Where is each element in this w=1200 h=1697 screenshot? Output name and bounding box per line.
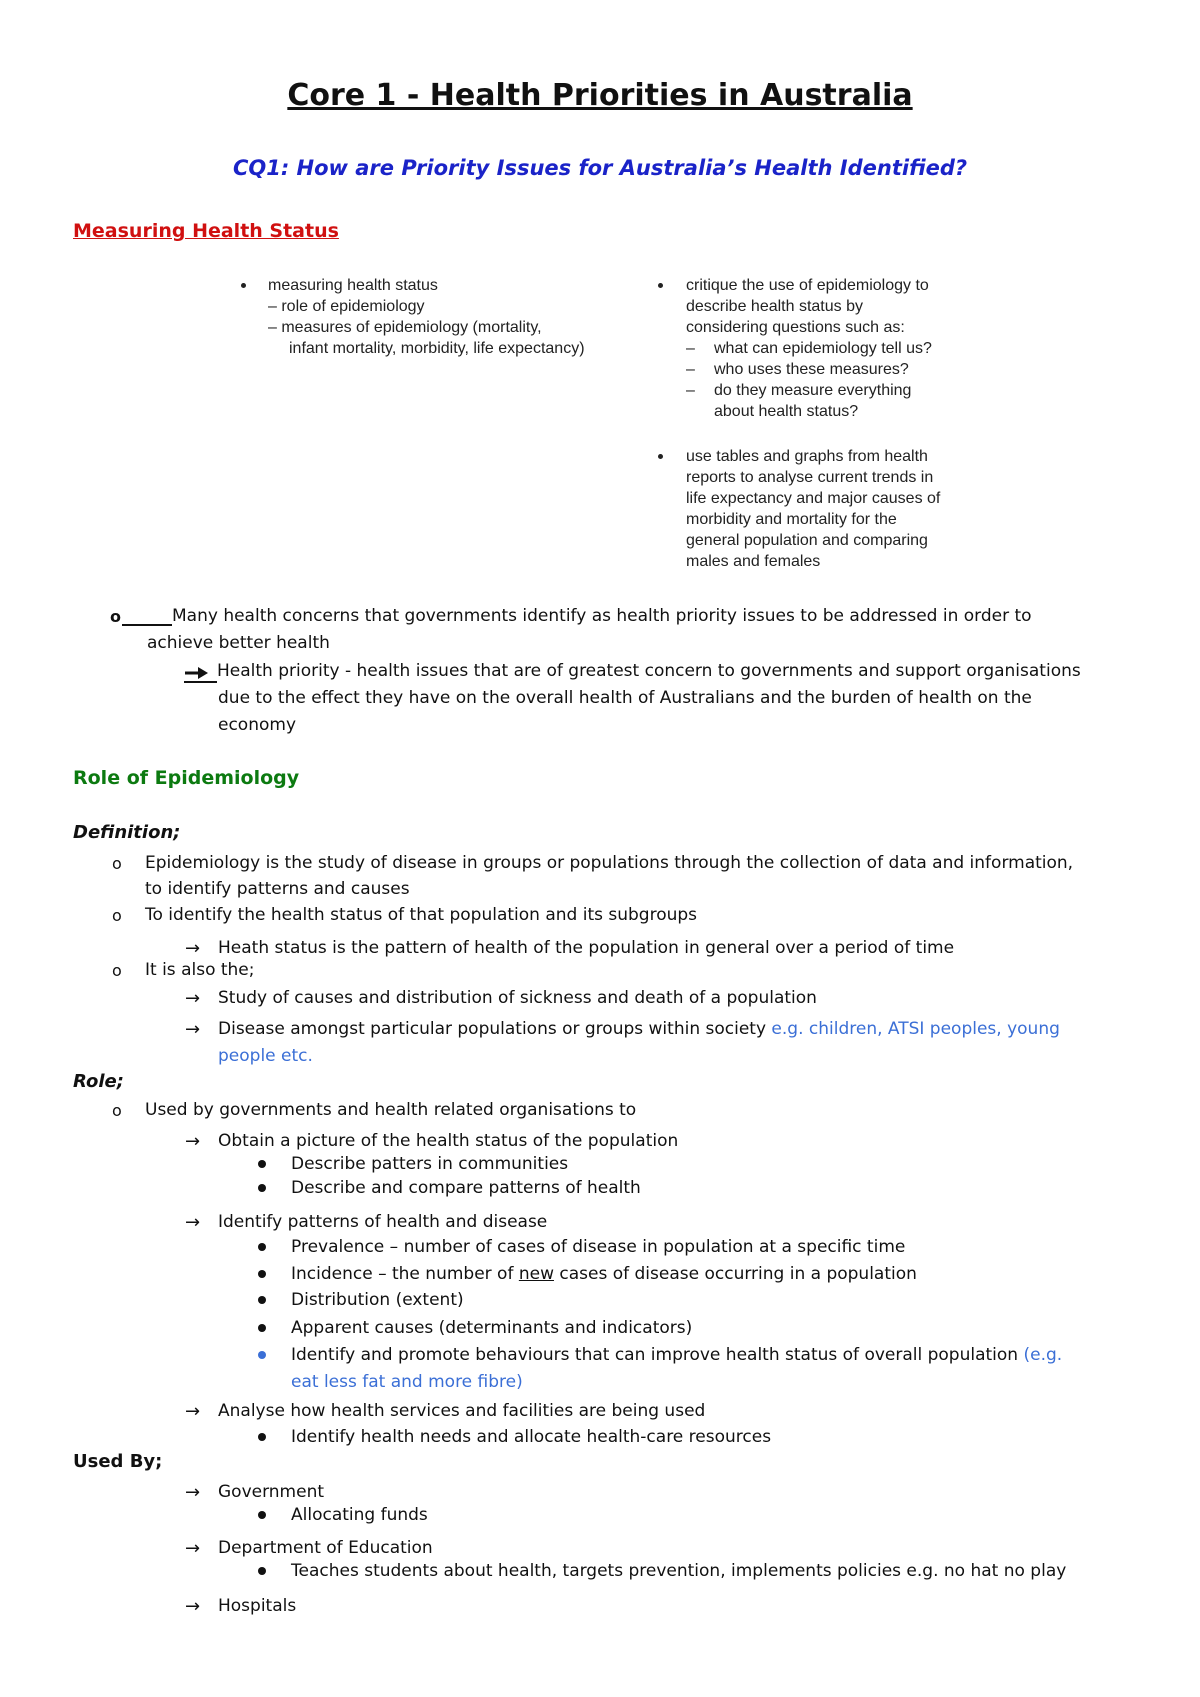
role-text: Obtain a picture of the health status of the population: [218, 1131, 679, 1151]
underline-rule: [184, 681, 217, 683]
priority-text: Health priority - health issues that are of greatest concern to governments and support organisations: [217, 661, 1081, 681]
syllabus-text: what can epidemiology tell us?: [714, 340, 932, 357]
section-heading-epidemiology: Role of Epidemiology: [73, 767, 300, 789]
role-text: Identify health needs and allocate health-care resources: [291, 1427, 772, 1447]
syllabus-text: – role of epidemiology: [268, 298, 425, 315]
role-heading: Role;: [73, 1071, 124, 1092]
arrow-right-icon: →: [185, 988, 201, 1009]
arrow-right-icon: →: [185, 938, 201, 959]
bullet-dot-icon: [258, 1270, 266, 1278]
syllabus-text: use tables and graphs from health: [686, 448, 928, 465]
bullet-dot-icon: [258, 1567, 266, 1575]
syllabus-text: infant mortality, morbidity, life expectancy): [289, 340, 585, 357]
bullet-dot-icon: [258, 1511, 266, 1519]
syllabus-dash: –: [686, 382, 695, 399]
arrow-right-icon: →: [185, 1401, 201, 1422]
syllabus-text: morbidity and mortality for the: [686, 511, 897, 528]
definition-text: It is also the;: [145, 960, 255, 980]
intro-text: achieve better health: [147, 633, 330, 653]
bullet-dot-icon: [258, 1160, 266, 1168]
definition-text: to identify patterns and causes: [145, 879, 410, 899]
underline-rule: [122, 624, 172, 626]
role-text: Prevalence – number of cases of disease in population at a specific time: [291, 1237, 906, 1257]
syllabus-bullet-icon: [658, 454, 663, 459]
bullet-dot-icon: [258, 1351, 266, 1359]
syllabus-text: – measures of epidemiology (mortality,: [268, 319, 542, 336]
definition-heading: Definition;: [73, 822, 181, 843]
bullet-o-icon: o: [110, 607, 121, 626]
role-text: Describe and compare patterns of health: [291, 1178, 641, 1198]
syllabus-text: measuring health status: [268, 277, 438, 294]
syllabus-text: reports to analyse current trends in: [686, 469, 934, 486]
syllabus-dash: –: [686, 361, 695, 378]
focus-question: CQ1: How are Priority Issues for Australia’s Health Identified?: [232, 156, 968, 180]
used-by-text: Department of Education: [218, 1538, 433, 1558]
syllabus-bullet-icon: [658, 283, 663, 288]
syllabus-text: about health status?: [714, 403, 859, 420]
used-by-heading: Used By;: [73, 1451, 163, 1472]
syllabus-text: life expectancy and major causes of: [686, 490, 941, 507]
emphasis-text: new: [518, 1264, 554, 1284]
role-text: Used by governments and health related organisations to: [145, 1100, 637, 1120]
role-text: Incidence – the number of: [291, 1264, 519, 1284]
role-text: [291, 1261, 917, 1288]
bullet-o-icon: o: [112, 1101, 122, 1120]
role-text: Describe patters in communities: [291, 1154, 569, 1174]
used-by-text: Government: [218, 1482, 325, 1502]
bullet-dot-icon: [258, 1296, 266, 1304]
definition-text: Heath status is the pattern of health of the population in general over a period of time: [218, 938, 955, 958]
bullet-o-icon: o: [112, 854, 122, 873]
definition-text: [218, 1016, 1060, 1043]
role-text: cases of disease occurring in a population: [553, 1264, 917, 1284]
bullet-dot-icon: [258, 1324, 266, 1332]
example-text: people etc.: [218, 1046, 313, 1066]
syllabus-text: critique the use of epidemiology to: [686, 277, 929, 294]
page-title: Core 1 - Health Priorities in Australia: [287, 78, 913, 113]
syllabus-text: do they measure everything: [714, 382, 912, 399]
arrow-right-icon: →: [185, 1212, 201, 1233]
definition-text: Study of causes and distribution of sickness and death of a population: [218, 988, 817, 1008]
bullet-o-icon: o: [112, 961, 122, 980]
role-text: Analyse how health services and facilities are being used: [218, 1401, 706, 1421]
arrow-right-icon: →: [185, 1131, 201, 1152]
bullet-dot-icon: [258, 1433, 266, 1441]
arrow-right-icon: →: [185, 1482, 201, 1503]
role-text: Identify and promote behaviours that can improve health status of overall population: [291, 1345, 1024, 1365]
role-text: Apparent causes (determinants and indicators): [291, 1318, 693, 1338]
used-by-text: Teaches students about health, targets prevention, implements policies e.g. no hat no play: [291, 1561, 1067, 1581]
used-by-text: Hospitals: [218, 1596, 297, 1616]
example-text: eat less fat and more fibre): [291, 1372, 523, 1392]
syllabus-bullet-icon: [241, 283, 246, 288]
example-text: (e.g.: [1023, 1345, 1063, 1365]
syllabus-text: considering questions such as:: [686, 319, 905, 336]
example-text: e.g. children, ATSI peoples, young: [771, 1019, 1060, 1039]
definition-text: Disease amongst particular populations or groups within society: [218, 1019, 772, 1039]
definition-text: To identify the health status of that population and its subgroups: [145, 905, 698, 925]
arrow-right-icon: →: [185, 1596, 201, 1617]
role-text: [291, 1342, 1062, 1369]
syllabus-dash: –: [686, 340, 695, 357]
definition-text: Epidemiology is the study of disease in groups or populations through the collection of data and information,: [145, 853, 1074, 873]
syllabus-text: general population and comparing: [686, 532, 928, 549]
syllabus-text: males and females: [686, 553, 821, 570]
arrow-right-icon: →: [185, 1019, 201, 1040]
syllabus-text: describe health status by: [686, 298, 863, 315]
bullet-o-icon: o: [112, 906, 122, 925]
priority-text: due to the effect they have on the overall health of Australians and the burden of health on the: [218, 688, 1032, 708]
role-text: Distribution (extent): [291, 1290, 464, 1310]
used-by-text: Allocating funds: [291, 1505, 428, 1525]
syllabus-text: who uses these measures?: [714, 361, 909, 378]
priority-text: economy: [218, 715, 297, 735]
section-heading-measuring: Measuring Health Status: [73, 220, 339, 242]
bullet-dot-icon: [258, 1243, 266, 1251]
role-text: Identify patterns of health and disease: [218, 1212, 548, 1232]
arrow-right-icon: →: [185, 1538, 201, 1559]
bullet-dot-icon: [258, 1184, 266, 1192]
intro-text: Many health concerns that governments identify as health priority issues to be addressed in order to: [172, 606, 1032, 626]
